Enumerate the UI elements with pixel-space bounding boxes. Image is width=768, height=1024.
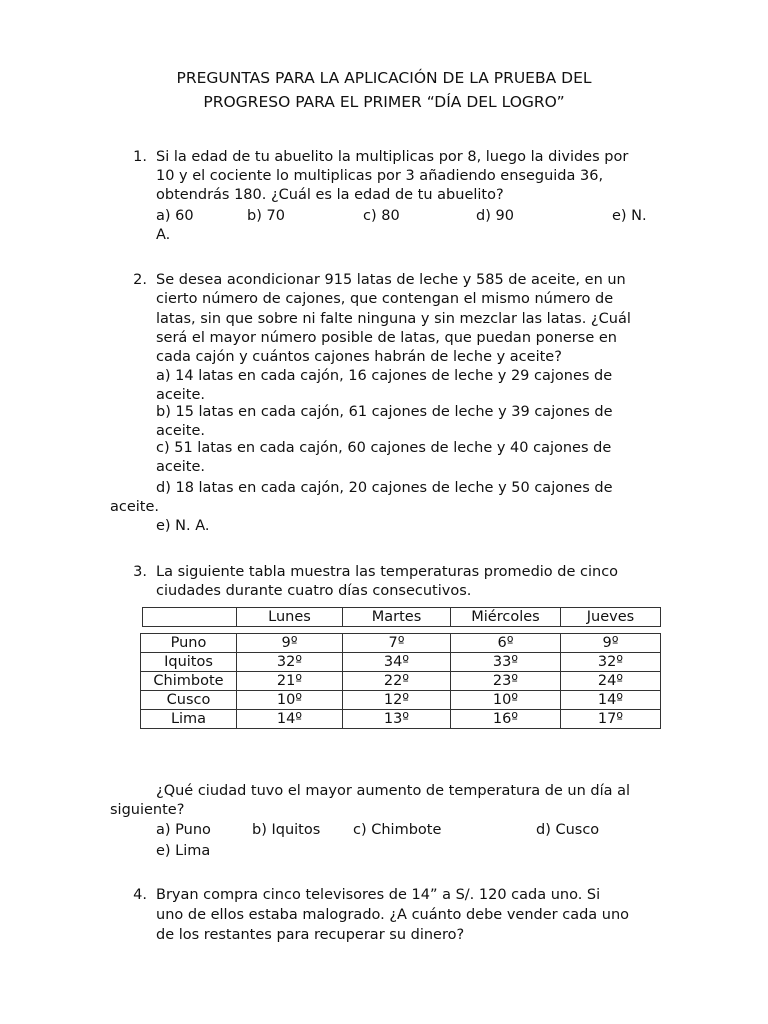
question-4-number: 4. [133,887,147,903]
question-2-text-line: será el mayor número posible de latas, que puedan ponerse en [156,330,617,346]
question-2-option-d-continuation: aceite. [110,499,160,515]
table-cell: 17º [561,710,661,729]
question-3-number: 3. [133,564,147,580]
question-4-text-line: Bryan compra cinco televisores de 14” a S/. 120 cada uno. Si [156,887,601,903]
table-cell: 14º [237,710,343,729]
table-cell-city: Chimbote [141,672,237,691]
question-2-number: 2. [133,272,147,288]
table-header-cell: Martes [343,608,451,627]
table-cell: 7º [343,634,451,653]
table-row [141,691,661,710]
table-cell: 9º [561,634,661,653]
table-row [141,672,661,691]
question-1-option-e-continuation: A. [156,227,171,243]
question-3-prompt-line: ¿Qué ciudad tuvo el mayor aumento de temperatura de un día al [156,783,631,799]
table-cell-city: Lima [141,710,237,729]
question-1-option-b: b) 70 [247,208,285,224]
table-cell-city: Puno [141,634,237,653]
table-header-cell: Miércoles [451,608,561,627]
question-3-prompt-line: siguiente? [110,802,185,818]
question-2-option-e: e) N. A. [156,518,210,534]
document-title-line-1: PREGUNTAS PARA LA APLICACIÓN DE LA PRUEBA DEL [176,69,592,87]
table-cell: 21º [237,672,343,691]
question-3-option-e: e) Lima [156,843,211,859]
table-cell: 12º [343,691,451,710]
question-2-text-line: latas, sin que sobre ni falte ninguna y sin mezclar las latas. ¿Cuál [156,311,631,327]
table-cell: 24º [561,672,661,691]
question-3-option-c: c) Chimbote [353,822,442,838]
question-2-option-d: d) 18 latas en cada cajón, 20 cajones de leche y 50 cajones de [156,480,613,496]
question-1-text-line: obtendrás 180. ¿Cuál es la edad de tu abuelito? [156,187,504,203]
question-2-option-b-continuation: aceite. [156,423,206,439]
table-header-cell: Lunes [237,608,343,627]
table-cell: 6º [451,634,561,653]
table-header-cell: Jueves [561,608,661,627]
table-cell-city: Iquitos [141,653,237,672]
table-cell: 9º [237,634,343,653]
table-row [141,634,661,653]
document-title-line-2: PROGRESO PARA EL PRIMER “DÍA DEL LOGRO” [203,93,565,111]
question-1-option-e: e) N. [612,208,647,224]
table-cell: 32º [237,653,343,672]
question-2-text-line: cada cajón y cuántos cajones habrán de leche y aceite? [156,349,562,365]
question-2-option-b: b) 15 latas en cada cajón, 61 cajones de leche y 39 cajones de [156,404,613,420]
question-2-option-a: a) 14 latas en cada cajón, 16 cajones de leche y 29 cajones de [156,368,613,384]
question-1-number: 1. [133,149,147,165]
temperature-table-header [142,607,661,627]
question-1-option-a: a) 60 [156,208,194,224]
table-header-row [143,608,661,627]
table-header-cell [143,608,237,627]
question-2-text-line: Se desea acondicionar 915 latas de leche y 585 de aceite, en un [156,272,626,288]
table-cell: 32º [561,653,661,672]
question-4-text-line: de los restantes para recuperar su dinero? [156,927,465,943]
table-cell: 14º [561,691,661,710]
table-cell: 33º [451,653,561,672]
question-1-text-line: 10 y el cociente lo multiplicas por 3 añadiendo enseguida 36, [156,168,604,184]
table-row [141,710,661,729]
table-cell: 13º [343,710,451,729]
question-1-option-c: c) 80 [363,208,400,224]
question-2-text-line: cierto número de cajones, que contengan el mismo número de [156,291,614,307]
question-3-option-d: d) Cusco [536,822,600,838]
temperature-table [140,633,661,729]
question-3-option-b: b) Iquitos [252,822,321,838]
question-3-option-a: a) Puno [156,822,211,838]
question-2-option-a-continuation: aceite. [156,387,206,403]
question-3-text-line: La siguiente tabla muestra las temperaturas promedio de cinco [156,564,619,580]
table-cell: 16º [451,710,561,729]
table-cell: 10º [451,691,561,710]
table-row [141,653,661,672]
table-cell: 10º [237,691,343,710]
table-cell: 34º [343,653,451,672]
question-4-text-line: uno de ellos estaba malogrado. ¿A cuánto debe vender cada uno [156,907,630,923]
question-2-option-c-continuation: aceite. [156,459,206,475]
question-3-text-line: ciudades durante cuatro días consecutivos. [156,583,472,599]
question-1-option-d: d) 90 [476,208,514,224]
question-1-text-line: Si la edad de tu abuelito la multiplicas por 8, luego la divides por [156,149,629,165]
question-2-option-c: c) 51 latas en cada cajón, 60 cajones de leche y 40 cajones de [156,440,612,456]
table-cell: 22º [343,672,451,691]
table-cell: 23º [451,672,561,691]
table-cell-city: Cusco [141,691,237,710]
